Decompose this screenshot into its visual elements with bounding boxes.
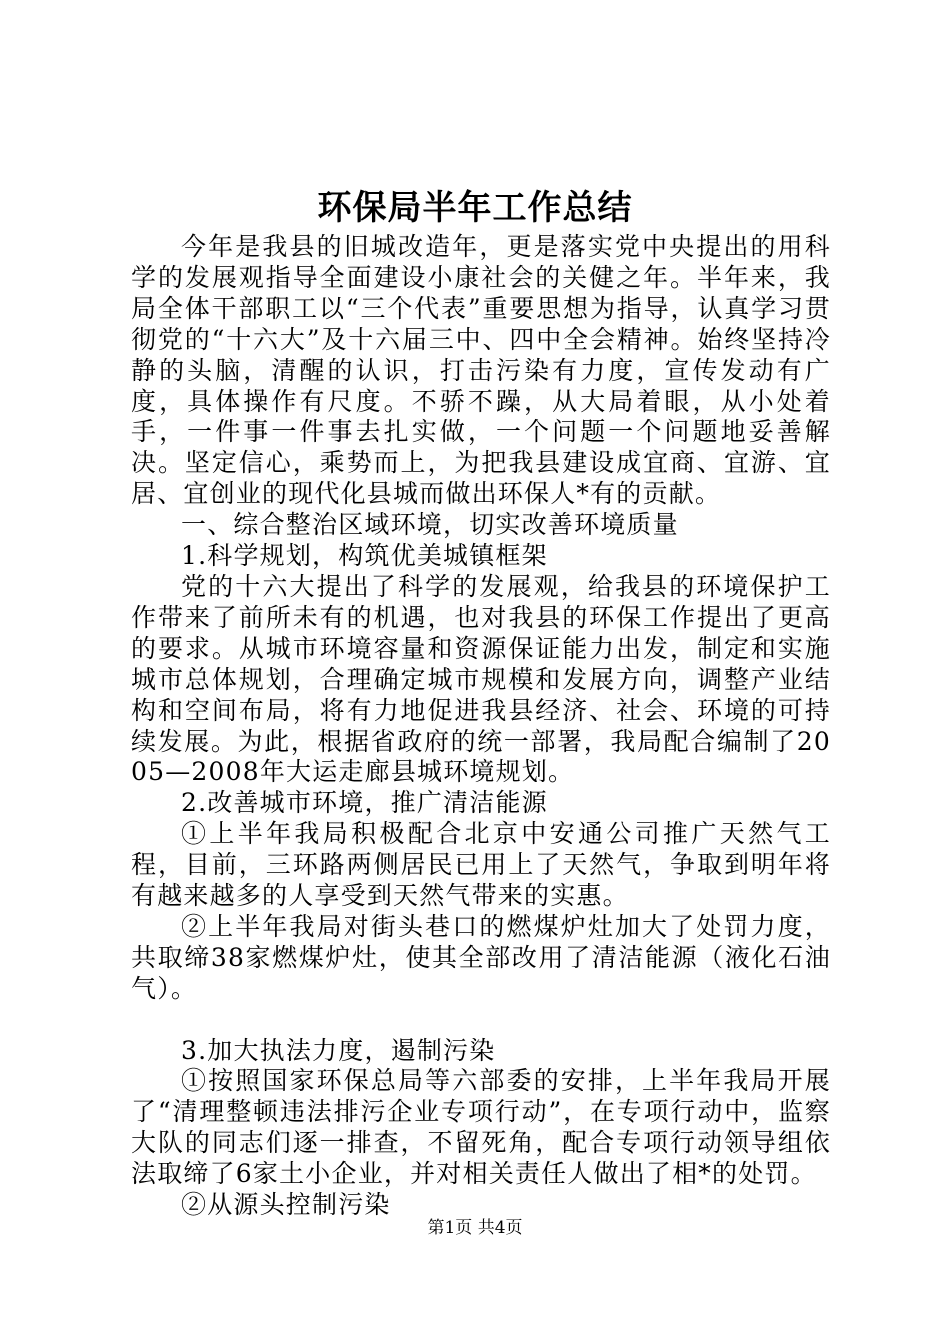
intro-paragraph: 今年是我县的旧城改造年，更是落实党中央提出的用科学的发展观指导全面建设小康社会的关健之年。半年来，我局全体干部职工以“三个代表”重要思想为指导，认真学习贯彻党的“十六大”及十六届三中、四中全会精神。始终坚持冷静的头脑，清醒的认识，打击污染有力度，宣传发动有广度，具体操作有尺度。不骄不躁，从大局着眼，从小处着手，一件事一件事去扎实做，一个问题一个问题地妥善解决。坚定信心，乘势而上，为把我县建设成宜商、宜游、宜居、宜创业的现代化县城而做出环保人*有的贡献。 xyxy=(131,232,831,509)
blank-line xyxy=(131,1005,831,1036)
source-control-item: ②从源头控制污染 xyxy=(181,1190,391,1220)
page-footer: 第1页 共4页 xyxy=(427,1218,523,1238)
section-heading-1: 一、综合整治区域环境，切实改善环境质量 xyxy=(181,510,679,540)
coal-stove-paragraph: ②上半年我局对街头巷口的燃煤炉灶加大了处罚力度，共取缔38家燃煤炉灶，使其全部改用了清洁能源（液化石油气）。 xyxy=(131,911,831,1003)
subsection-heading-2: 2.改善城市环境，推广清洁能源 xyxy=(181,788,548,818)
document-title: 环保局半年工作总结 xyxy=(317,188,633,228)
subsection-heading-1: 1.科学规划，构筑优美城镇框架 xyxy=(181,541,548,571)
subsection-heading-3: 3.加大执法力度，遏制污染 xyxy=(181,1035,496,1065)
enforcement-paragraph: ①按照国家环保总局等六部委的安排，上半年我局开展了“清理整顿违法排污企业专项行动”，在专项行动中，监察大队的同志们逐一排查，不留死角，配合专项行动领导组依法取缔了6家土小企业，并对相关责任人做出了相*的处罚。 xyxy=(131,1066,831,1189)
document-body xyxy=(131,232,831,1221)
planning-paragraph: 党的十六大提出了科学的发展观，给我县的环境保护工作带来了前所未有的机遇，也对我县的环保工作提出了更高的要求。从城市环境容量和资源保证能力出发，制定和实施城市总体规划，合理确定城市规模和发展方向，调整产业结构和空间布局，将有力地促进我县经济、社会、环境的可持续发展。为此，根据省政府的统一部署，我局配合编制了2005—2008年大运走廊县城环境规划。 xyxy=(131,571,831,787)
natural-gas-paragraph: ①上半年我局积极配合北京中安通公司推广天然气工程，目前，三环路两侧居民已用上了天然气，争取到明年将有越来越多的人享受到天然气带来的实惠。 xyxy=(131,819,831,911)
